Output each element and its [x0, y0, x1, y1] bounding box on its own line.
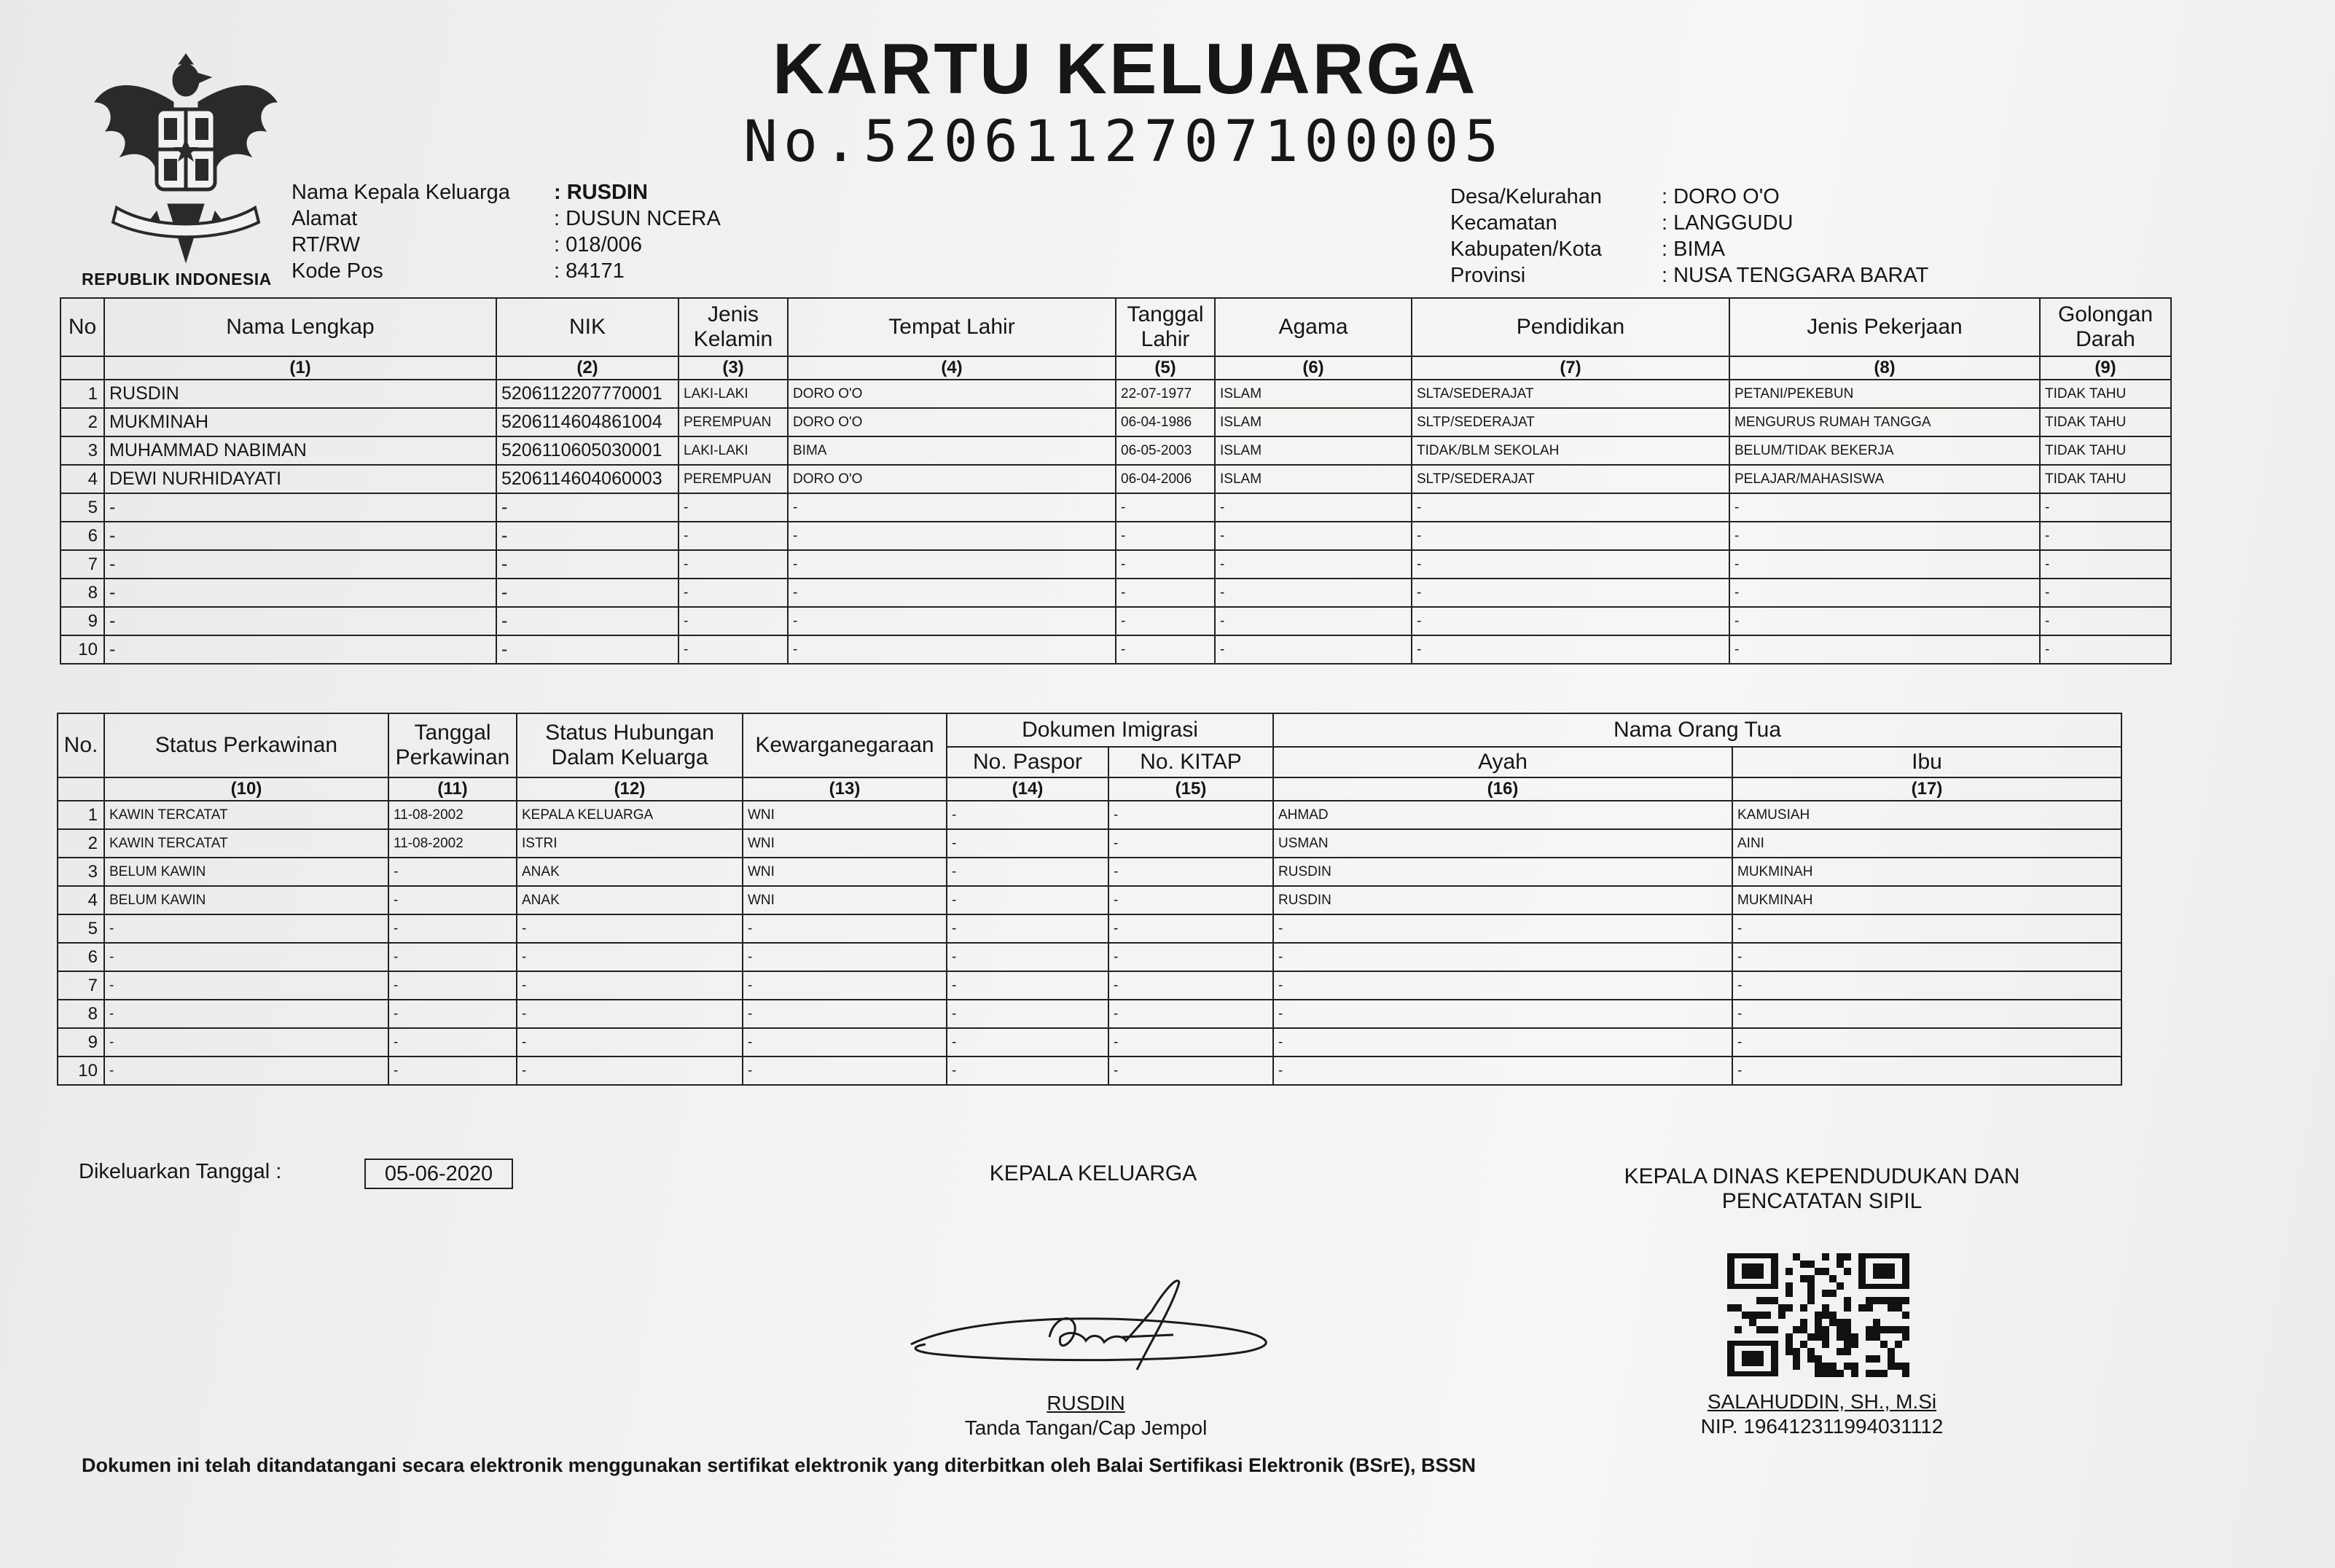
table-cell: - [517, 1057, 743, 1085]
table-cell: RUSDIN [1273, 858, 1732, 886]
table-cell: KAWIN TERCATAT [104, 829, 388, 858]
table-cell: - [1412, 493, 1729, 522]
column-index: (12) [517, 777, 743, 801]
header-value-rtrw: : 018/006 [554, 233, 642, 256]
table-cell: - [788, 522, 1116, 550]
table-cell: - [1273, 1028, 1732, 1057]
column-index: (9) [2040, 356, 2171, 380]
table-cell: - [1732, 1028, 2121, 1057]
table-cell: 4 [60, 465, 104, 493]
col-header-status-perkawinan: Status Perkawinan [104, 713, 388, 777]
document-title: KARTU KELUARGA [773, 28, 1478, 109]
col-header-golongan-darah: Golongan Darah [2040, 298, 2171, 356]
table-cell: 3 [60, 436, 104, 465]
table-cell: - [104, 1028, 388, 1057]
table-cell: - [1732, 1000, 2121, 1028]
header-label-kabupaten: Kabupaten/Kota [1450, 238, 1603, 261]
table-cell: DORO O'O [788, 408, 1116, 436]
column-index: (5) [1116, 356, 1215, 380]
column-index: (15) [1108, 777, 1273, 801]
table-row [60, 408, 2171, 436]
table-cell: 9 [58, 1028, 104, 1057]
table-cell: - [104, 579, 496, 607]
table-cell: - [788, 550, 1116, 579]
table-cell: 2 [60, 408, 104, 436]
issued-date-value: 05-06-2020 [364, 1159, 513, 1189]
table-cell: - [1412, 522, 1729, 550]
table-cell: - [1732, 943, 2121, 971]
table-cell: - [104, 943, 388, 971]
dinas-title-line1: KEPALA DINAS KEPENDUDUKAN DAN [1624, 1164, 2020, 1188]
handwritten-signature-icon [904, 1268, 1297, 1392]
table-row [58, 971, 2121, 1000]
table-cell: - [788, 635, 1116, 664]
table-cell: 11-08-2002 [388, 829, 517, 858]
table-row [60, 465, 2171, 493]
table-cell: - [743, 971, 947, 1000]
table-cell: MENGURUS RUMAH TANGGA [1729, 408, 2040, 436]
table-cell: - [743, 1000, 947, 1028]
table-cell: - [1108, 943, 1273, 971]
table-cell: - [1108, 886, 1273, 914]
table-cell: - [1273, 1000, 1732, 1028]
col-header-nama-orang-tua: Nama Orang Tua [1273, 713, 2121, 747]
table-cell: MUKMINAH [1732, 886, 2121, 914]
table-row [58, 1000, 2121, 1028]
table-cell: - [104, 522, 496, 550]
table-cell: - [1412, 635, 1729, 664]
table-cell: - [678, 550, 788, 579]
header-value-nama-kepala: : RUSDIN [554, 181, 648, 204]
table-cell: LAKI-LAKI [678, 436, 788, 465]
country-caption: REPUBLIK INDONESIA [82, 270, 272, 289]
table-cell: TIDAK TAHU [2040, 465, 2171, 493]
table-cell: ISLAM [1215, 436, 1412, 465]
table-cell: - [743, 914, 947, 943]
table-cell: AHMAD [1273, 801, 1732, 829]
table-cell: - [2040, 635, 2171, 664]
header-label-kodepos: Kode Pos [292, 259, 383, 283]
table-cell: 5206110605030001 [496, 436, 678, 465]
table-cell: - [517, 943, 743, 971]
issued-date-label: Dikeluarkan Tanggal : [79, 1160, 282, 1183]
table-row [60, 493, 2171, 522]
table-cell: - [388, 1028, 517, 1057]
table-cell: 6 [58, 943, 104, 971]
table-cell: - [1215, 635, 1412, 664]
table-cell: - [496, 493, 678, 522]
table-cell: - [1732, 1057, 2121, 1085]
table-cell: - [1732, 971, 2121, 1000]
table-cell: - [788, 493, 1116, 522]
table-cell: 7 [60, 550, 104, 579]
table-cell: KAWIN TERCATAT [104, 801, 388, 829]
table-row [58, 1057, 2121, 1085]
table-cell: - [2040, 522, 2171, 550]
family-status-table [57, 713, 2122, 1086]
table-cell: - [1108, 829, 1273, 858]
table-cell: SLTP/SEDERAJAT [1412, 465, 1729, 493]
table-cell: 9 [60, 607, 104, 635]
table-cell: - [1116, 607, 1215, 635]
table-cell: - [1412, 607, 1729, 635]
table-cell: - [496, 522, 678, 550]
table-cell: - [1108, 801, 1273, 829]
table-cell: - [1273, 1057, 1732, 1085]
column-index: (1) [104, 356, 496, 380]
header-value-kabupaten: : BIMA [1662, 238, 1726, 261]
table-cell: 1 [58, 801, 104, 829]
table-cell: - [496, 635, 678, 664]
kepala-keluarga-name: RUSDIN [1047, 1392, 1125, 1414]
table-cell: 4 [58, 886, 104, 914]
table-cell: 10 [58, 1057, 104, 1085]
table-cell: PETANI/PEKEBUN [1729, 380, 2040, 408]
table-cell: - [1215, 579, 1412, 607]
header-value-kecamatan: : LANGGUDU [1662, 211, 1794, 235]
table-cell: - [1108, 1028, 1273, 1057]
table-row [60, 579, 2171, 607]
table-cell: ANAK [517, 858, 743, 886]
table-cell: - [1108, 971, 1273, 1000]
table-cell: - [104, 493, 496, 522]
table-row [58, 1028, 2121, 1057]
col-header-ibu: Ibu [1732, 747, 2121, 777]
table-cell: KAMUSIAH [1732, 801, 2121, 829]
table-cell: RUSDIN [1273, 886, 1732, 914]
table-cell: - [947, 829, 1108, 858]
table-cell: - [517, 914, 743, 943]
qr-code-icon [1727, 1253, 1909, 1377]
table-cell: - [1108, 1000, 1273, 1028]
table-cell: - [947, 914, 1108, 943]
column-index: (4) [788, 356, 1116, 380]
col-header-no: No [60, 298, 104, 356]
table-cell: - [517, 971, 743, 1000]
table-cell: 2 [58, 829, 104, 858]
garuda-emblem-icon [87, 51, 284, 270]
col-header-no2: No. [58, 713, 104, 777]
header-value-desa: : DORO O'O [1662, 185, 1780, 208]
table-cell: - [496, 607, 678, 635]
family-members-table [60, 297, 2172, 665]
table-cell: - [2040, 493, 2171, 522]
table-cell: BIMA [788, 436, 1116, 465]
table-cell: - [947, 971, 1108, 1000]
header-label-kecamatan: Kecamatan [1450, 211, 1557, 235]
table-cell: - [678, 607, 788, 635]
table-cell: - [1729, 522, 2040, 550]
table-cell: AINI [1732, 829, 2121, 858]
table-row [60, 607, 2171, 635]
header-value-kodepos: : 84171 [554, 259, 625, 283]
header-value-alamat: : DUSUN NCERA [554, 207, 721, 230]
table-cell: ISLAM [1215, 465, 1412, 493]
table-cell: - [678, 493, 788, 522]
table-cell: BELUM KAWIN [104, 858, 388, 886]
table-cell: - [947, 943, 1108, 971]
table-cell: - [388, 1000, 517, 1028]
table-cell: PEREMPUAN [678, 465, 788, 493]
table-cell: - [743, 943, 947, 971]
table-row [60, 550, 2171, 579]
index-cell [58, 777, 104, 801]
table-cell: - [2040, 579, 2171, 607]
col-header-tanggal-lahir: Tanggal Lahir [1116, 298, 1215, 356]
table-cell: PEREMPUAN [678, 408, 788, 436]
table-cell: - [388, 1057, 517, 1085]
table-cell: ISTRI [517, 829, 743, 858]
table-row [60, 522, 2171, 550]
table-cell: - [517, 1028, 743, 1057]
table-cell: - [104, 1057, 388, 1085]
table-row [60, 635, 2171, 664]
table-cell: 5206114604861004 [496, 408, 678, 436]
table-cell: 11-08-2002 [388, 801, 517, 829]
table-cell: ISLAM [1215, 380, 1412, 408]
table-cell: - [104, 971, 388, 1000]
table-cell: MUHAMMAD NABIMAN [104, 436, 496, 465]
table-cell: TIDAK/BLM SEKOLAH [1412, 436, 1729, 465]
table-cell: - [104, 1000, 388, 1028]
table-cell: - [1729, 635, 2040, 664]
table-cell: - [743, 1057, 947, 1085]
table-cell: - [104, 914, 388, 943]
table-cell: - [1116, 493, 1215, 522]
col-header-status-hubungan: Status Hubungan Dalam Keluarga [517, 713, 743, 777]
table-cell: 06-04-1986 [1116, 408, 1215, 436]
table-cell: USMAN [1273, 829, 1732, 858]
table-cell: - [1273, 914, 1732, 943]
column-index: (8) [1729, 356, 2040, 380]
column-index: (7) [1412, 356, 1729, 380]
header-label-alamat: Alamat [292, 207, 358, 230]
table-cell: - [1732, 914, 2121, 943]
kepala-keluarga-caption: Tanda Tangan/Cap Jempol [964, 1416, 1208, 1439]
column-index: (6) [1215, 356, 1412, 380]
table-cell: 5 [60, 493, 104, 522]
table-cell: - [1412, 550, 1729, 579]
col-header-kewarganegaraan: Kewarganegaraan [743, 713, 947, 777]
dinas-signatory-name: SALAHUDDIN, SH., M.Si [1707, 1390, 1937, 1413]
col-header-ayah: Ayah [1273, 747, 1732, 777]
table-cell: - [388, 943, 517, 971]
table-cell: 8 [60, 579, 104, 607]
table-cell: LAKI-LAKI [678, 380, 788, 408]
table-cell: 06-04-2006 [1116, 465, 1215, 493]
column-index: (3) [678, 356, 788, 380]
table-cell: - [1108, 914, 1273, 943]
table-cell: - [947, 858, 1108, 886]
table-cell: - [388, 914, 517, 943]
table-cell: MUKMINAH [104, 408, 496, 436]
table-row [58, 801, 2121, 829]
table-cell: - [104, 550, 496, 579]
col-header-nama: Nama Lengkap [104, 298, 496, 356]
table-cell: 6 [60, 522, 104, 550]
col-header-pekerjaan: Jenis Pekerjaan [1729, 298, 2040, 356]
table-cell: - [1215, 493, 1412, 522]
electronic-signature-note: Dokumen ini telah ditandatangani secara elektronik menggunakan sertifikat elektronik yang diterbitkan oleh Balai Sertifikasi Elektronik (BSrE), BSSN [82, 1454, 1477, 1476]
table-cell: - [496, 579, 678, 607]
table-row [60, 380, 2171, 408]
table-cell: BELUM/TIDAK BEKERJA [1729, 436, 2040, 465]
table-cell: - [1215, 522, 1412, 550]
table-cell: 5206112207770001 [496, 380, 678, 408]
table-cell: - [678, 579, 788, 607]
table-cell: 8 [58, 1000, 104, 1028]
table-cell: RUSDIN [104, 380, 496, 408]
col-header-tempat-lahir: Tempat Lahir [788, 298, 1116, 356]
table-cell: - [388, 886, 517, 914]
table-cell: - [1215, 550, 1412, 579]
index-cell [60, 356, 104, 380]
table-cell: - [388, 971, 517, 1000]
table-row [58, 886, 2121, 914]
table-cell: - [678, 635, 788, 664]
document-number: No.5206112707100005 [743, 109, 1505, 175]
header-label-desa: Desa/Kelurahan [1450, 185, 1602, 208]
table-cell: - [947, 801, 1108, 829]
table-cell: - [1273, 943, 1732, 971]
table-cell: - [788, 607, 1116, 635]
table-cell: WNI [743, 886, 947, 914]
column-index: (16) [1273, 777, 1732, 801]
table-cell: DEWI NURHIDAYATI [104, 465, 496, 493]
table-cell: - [1116, 579, 1215, 607]
col-header-pendidikan: Pendidikan [1412, 298, 1729, 356]
table-cell: SLTA/SEDERAJAT [1412, 380, 1729, 408]
table-cell: TIDAK TAHU [2040, 380, 2171, 408]
table-cell: - [1729, 607, 2040, 635]
table-cell: - [1116, 550, 1215, 579]
table-cell: - [947, 886, 1108, 914]
table-cell: - [947, 1057, 1108, 1085]
table-cell: - [1729, 579, 2040, 607]
table-cell: DORO O'O [788, 465, 1116, 493]
table-cell: 1 [60, 380, 104, 408]
table-cell: BELUM KAWIN [104, 886, 388, 914]
table-cell: - [743, 1028, 947, 1057]
table-cell: - [947, 1000, 1108, 1028]
table-cell: 06-05-2003 [1116, 436, 1215, 465]
table-cell: - [496, 550, 678, 579]
table-cell: - [678, 522, 788, 550]
col-header-agama: Agama [1215, 298, 1412, 356]
table-cell: WNI [743, 829, 947, 858]
table-cell: - [1412, 579, 1729, 607]
table-cell: - [1108, 1057, 1273, 1085]
table-cell: MUKMINAH [1732, 858, 2121, 886]
col-header-tanggal-perkawinan: Tanggal Perkawinan [388, 713, 517, 777]
table-cell: TIDAK TAHU [2040, 408, 2171, 436]
column-index: (14) [947, 777, 1108, 801]
table-cell: PELAJAR/MAHASISWA [1729, 465, 2040, 493]
table-cell: 7 [58, 971, 104, 1000]
table-cell: 5206114604060003 [496, 465, 678, 493]
table-cell: - [104, 635, 496, 664]
dinas-title-line2: PENCATATAN SIPIL [1721, 1189, 1923, 1213]
table-cell: DORO O'O [788, 380, 1116, 408]
column-index: (10) [104, 777, 388, 801]
table-cell: - [517, 1000, 743, 1028]
table-cell: SLTP/SEDERAJAT [1412, 408, 1729, 436]
header-label-nama-kepala: Nama Kepala Keluarga [292, 181, 510, 204]
table-cell: 3 [58, 858, 104, 886]
col-header-jenis-kelamin: Jenis Kelamin [678, 298, 788, 356]
table-cell: - [947, 1028, 1108, 1057]
table-cell: - [1729, 550, 2040, 579]
table-cell: - [1108, 858, 1273, 886]
col-header-nik: NIK [496, 298, 678, 356]
table-row [58, 914, 2121, 943]
col-header-dokumen-imigrasi: Dokumen Imigrasi [947, 713, 1273, 747]
column-index: (2) [496, 356, 678, 380]
table-cell: - [388, 858, 517, 886]
table-cell: - [104, 607, 496, 635]
column-index: (13) [743, 777, 947, 801]
table-cell: 10 [60, 635, 104, 664]
table-cell: WNI [743, 858, 947, 886]
table-cell: - [1729, 493, 2040, 522]
header-label-provinsi: Provinsi [1450, 264, 1526, 287]
col-header-no-kitap: No. KITAP [1108, 747, 1273, 777]
table-cell: - [788, 579, 1116, 607]
table-cell: - [1273, 971, 1732, 1000]
table-cell: - [2040, 607, 2171, 635]
table-cell: ANAK [517, 886, 743, 914]
table-row [58, 858, 2121, 886]
col-header-no-paspor: No. Paspor [947, 747, 1108, 777]
table-cell: KEPALA KELUARGA [517, 801, 743, 829]
table-cell: ISLAM [1215, 408, 1412, 436]
table-cell: - [1116, 635, 1215, 664]
table-row [60, 436, 2171, 465]
table-row [58, 943, 2121, 971]
kepala-keluarga-title: KEPALA KELUARGA [989, 1161, 1197, 1185]
table-cell: - [1215, 607, 1412, 635]
table-cell: 22-07-1977 [1116, 380, 1215, 408]
header-label-rtrw: RT/RW [292, 233, 360, 256]
table-cell: 5 [58, 914, 104, 943]
table-cell: TIDAK TAHU [2040, 436, 2171, 465]
table-cell: - [1116, 522, 1215, 550]
dinas-signatory-nip: NIP. 196412311994031112 [1700, 1415, 1944, 1438]
column-index: (11) [388, 777, 517, 801]
column-index: (17) [1732, 777, 2121, 801]
table-cell: - [2040, 550, 2171, 579]
table-cell: WNI [743, 801, 947, 829]
header-value-provinsi: : NUSA TENGGARA BARAT [1662, 264, 1929, 287]
table-row [58, 829, 2121, 858]
